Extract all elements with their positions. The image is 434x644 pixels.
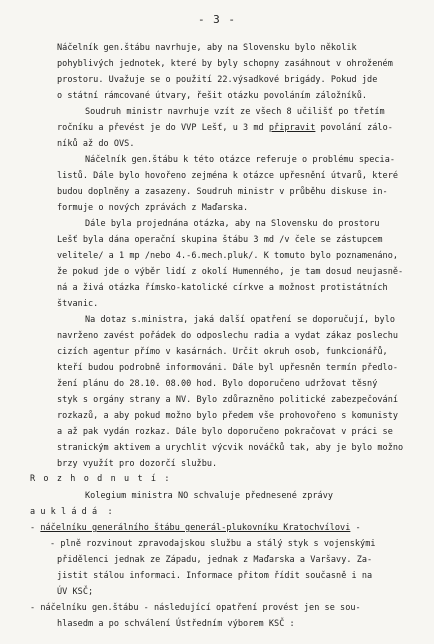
text-line: Kolegium ministra NO schvaluje přednesené zprávy [85, 491, 334, 501]
page-number: - 3 - [197, 13, 237, 26]
text-line: pohyblivých jednotek, které by byly schopny zasáhnout v ohroženém [57, 59, 393, 69]
text-line: ná a živá otázka římsko-katolické církve a možnost protistátních [57, 283, 388, 293]
text-line: rozkazů, a aby pokud možno bylo předem vše prohovořeno s komunisty [57, 411, 399, 421]
text-line: - plně rozvinout zpravodajskou službu a stálý styk s vojenskými [50, 539, 376, 549]
text-line: ročníku a převést je do VVP Lešť, u 3 md připravit povolání zálo- [57, 123, 393, 133]
text-line: kteří budou podrobně informováni. Dále byl upřesněn termín předlo- [57, 363, 399, 373]
text-line: stranickým aktivem a urychlit výcvik nováčků tak, aby je bylo možno [57, 443, 404, 453]
text-line: hlasedm a po schválení Ústředním výborem KSČ : [57, 619, 295, 629]
text-line: žení plánu do 28.10. 08.00 hod. Bylo doporučeno udržovat těsný [57, 379, 378, 389]
underlined-text: náčelníku generálního štábu generál-plukovníku Kratochvílovi [40, 523, 351, 533]
text-line: níků až do OVS. [57, 139, 135, 149]
text-line: listů. Dále bylo hovořeno zejména k otázce upřesnění útvarů, které [57, 171, 399, 181]
text-line: Náčelník gen.štábu k této otázce referuje o problému specia- [85, 155, 396, 165]
text-line: o státní rámcované útvary, řešit otázku povoláním záložníků. [57, 91, 368, 101]
text-line: navrženo zavést pořádek do odposlechu radia a vydat zákaz poslechu [57, 331, 399, 341]
text-line: ÚV KSČ; [57, 587, 94, 597]
underlined-text: připravit [268, 123, 316, 133]
text-line: Náčelník gen.štábu navrhuje, aby na Slovensku bylo několik [57, 43, 357, 53]
text-line: brzy využít pro dozorčí službu. [57, 459, 218, 469]
text-line: velitele/ a 1 mp /nebo 4.-6.mech.pluk/. K tomuto bylo poznamenáno, [57, 251, 399, 261]
text-line: prostoru. Uvažuje se o použití 22.výsadkové brigády. Pokud jde [57, 75, 378, 85]
text-line: - náčelníku generálního štábu generál-plukovníku Kratochvílovi - [30, 523, 361, 533]
text-line: jistit stálou informaci. Informace přitom řídit současně i na [57, 571, 373, 581]
text-line: štvanic. [57, 299, 99, 309]
text-line: - náčelníku gen.štábu - následující opatření provést jen se sou- [30, 603, 361, 613]
text-line: formuje o nových zprávách z Maďarska. [57, 203, 249, 213]
text-line: styk s orgány strany a NV. Bylo zdůrazněno politické zabezpečování [57, 395, 399, 405]
text-line: Lešť byla dána operační skupina štábu 3 md /v čele se zástupcem [57, 235, 383, 245]
text-line: přidělenci jednak ze Západu, jednak z Maďarska a Varšavy. Za- [57, 555, 373, 565]
text-line: Na dotaz s.ministra, jaká další opatření se doporučují, bylo [85, 315, 396, 325]
text-line: budou doplněny a zasazeny. Soudruh ministr v průběhu diskuse in- [57, 187, 388, 197]
section-heading: R o z h o d n u t í : [30, 474, 172, 484]
text-line: Dále byla projednána otázka, aby na Slovensku do prostoru [85, 219, 380, 229]
text-line: a u k l á d á : [30, 507, 113, 517]
text-line: že pokud jde o výběr lidí z okolí Humenného, je tam dosud neujasně- [57, 267, 404, 277]
text-line: cizích agentur přímo v kasárnách. Určit okruh osob, funkcionářů, [57, 347, 388, 357]
text-line: a až pak vydán rozkaz. Dále bylo doporučeno pokračovat v práci se [57, 427, 393, 437]
text-line: Soudruh ministr navrhuje vzít ze všech 8 učilišť po třetím [85, 107, 385, 117]
